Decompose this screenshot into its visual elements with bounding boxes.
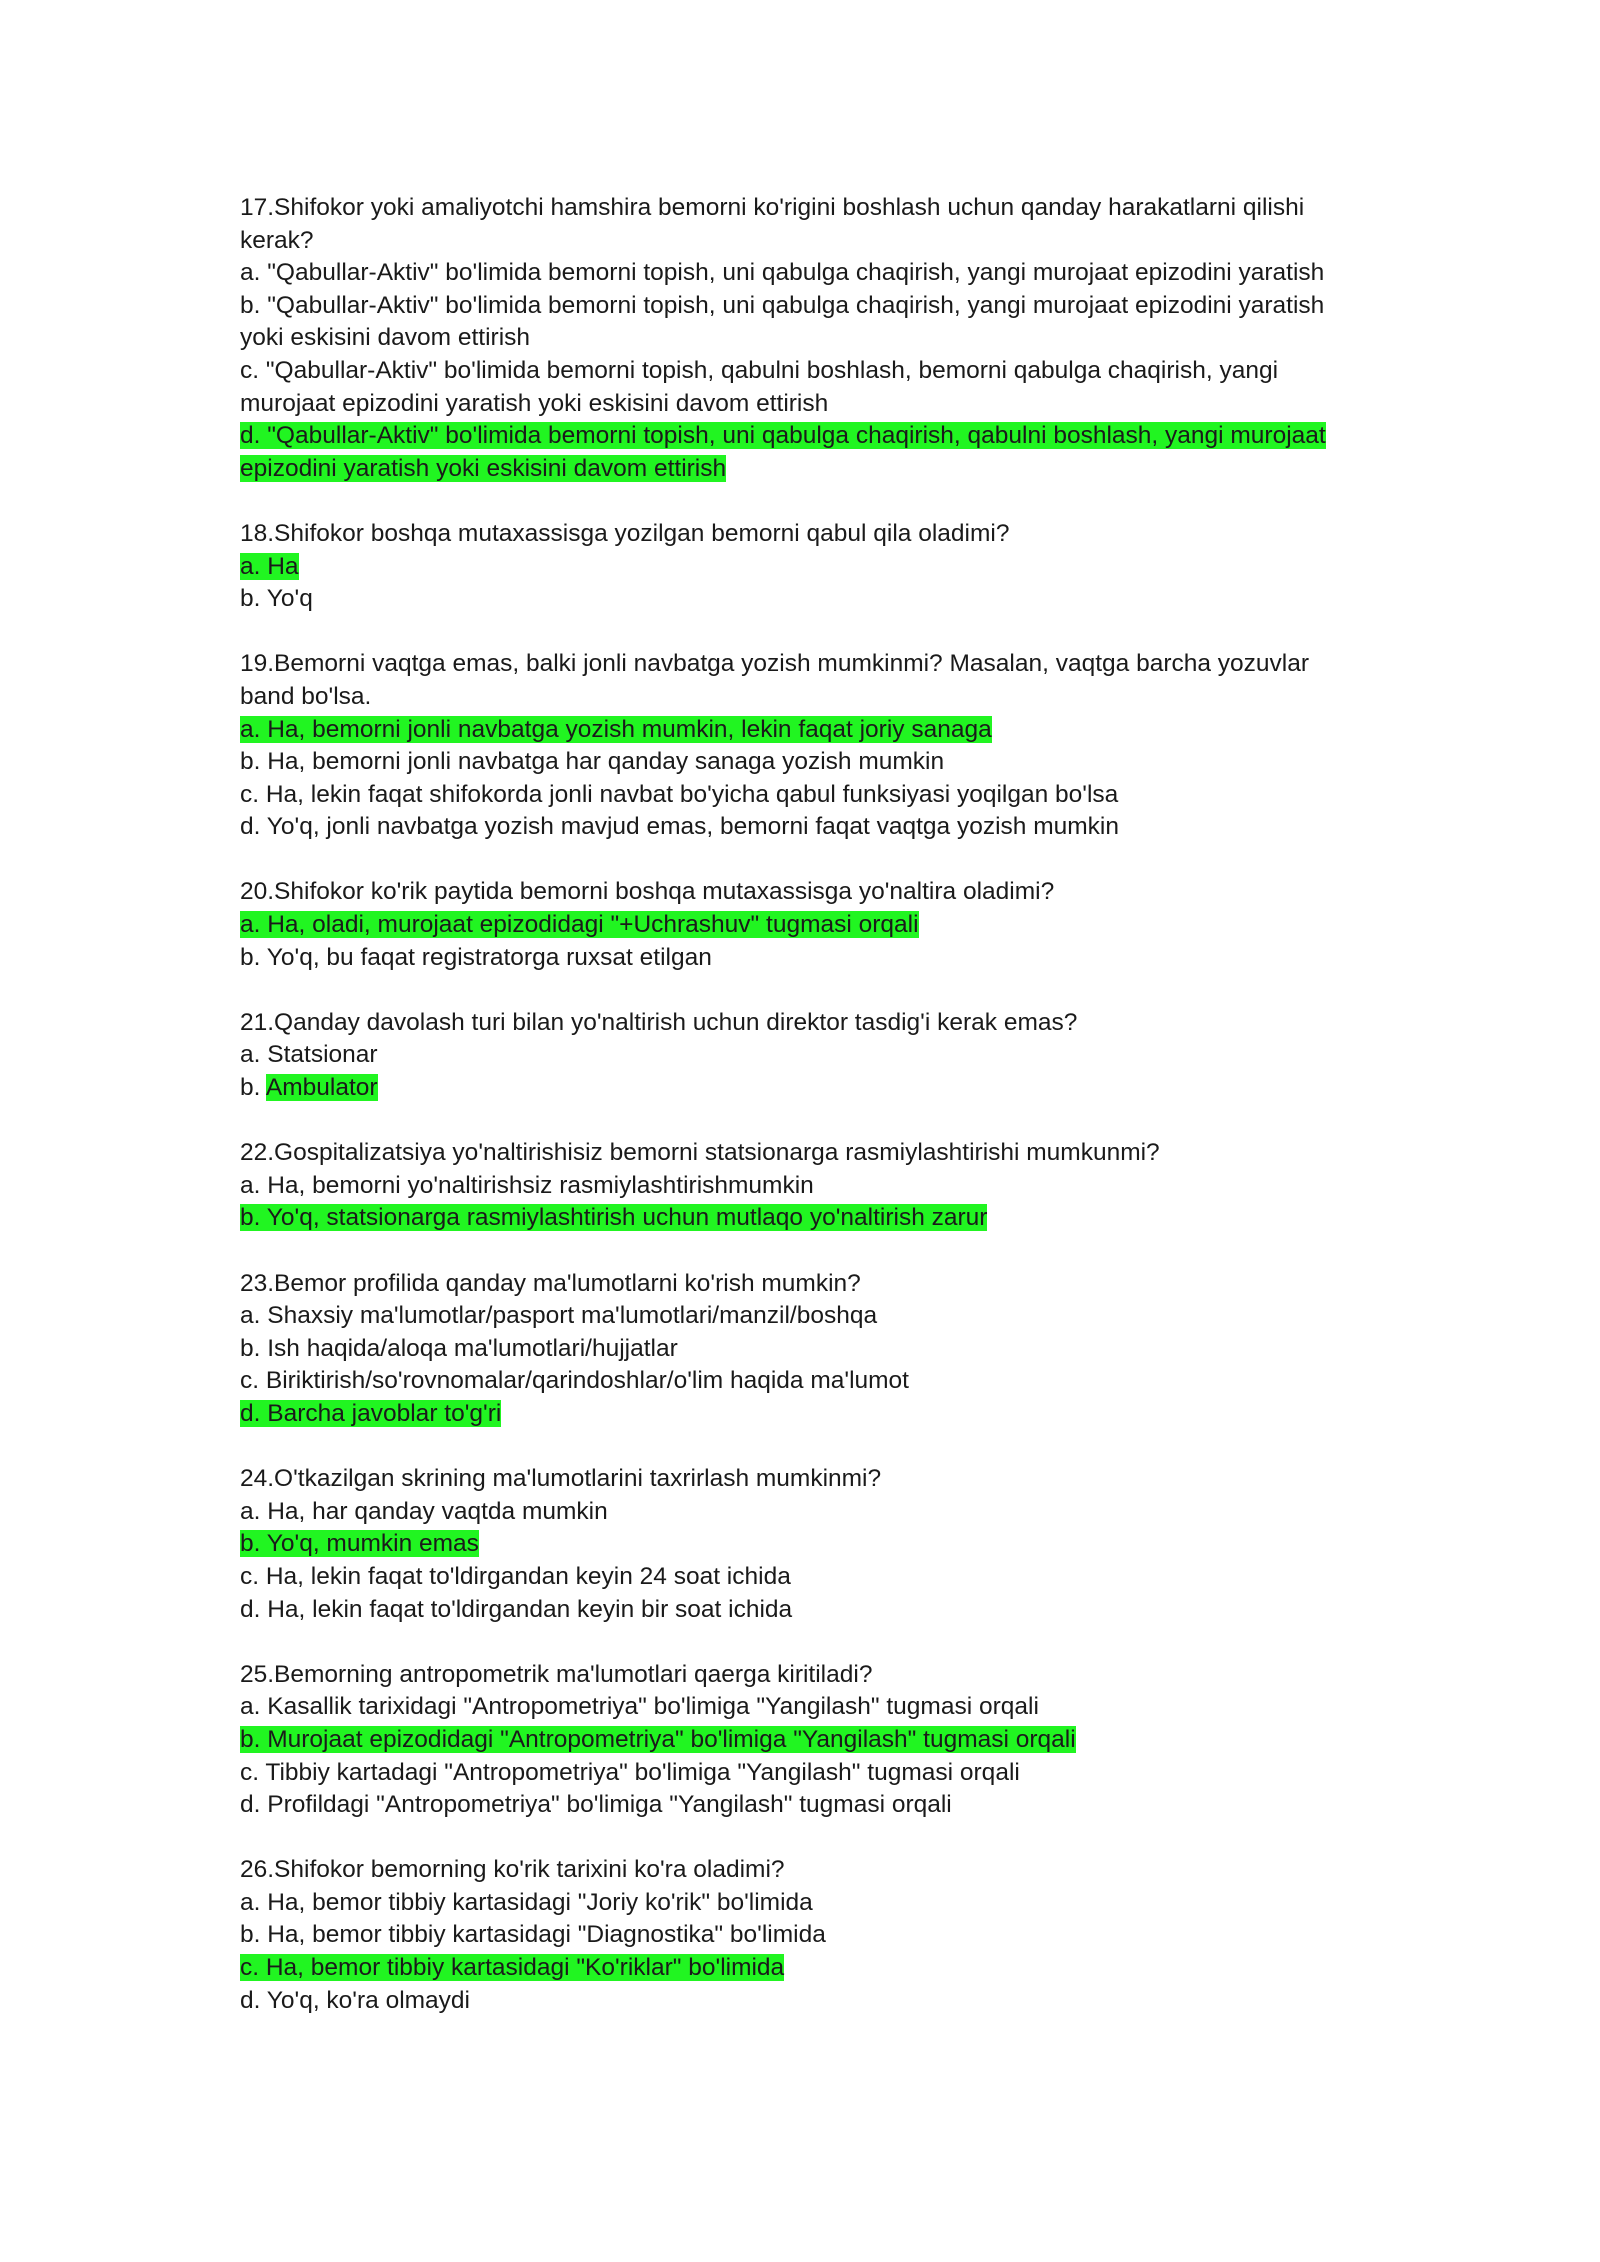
option-text: a. Ha, har qanday vaqtda mumkin <box>240 1497 608 1525</box>
option-text: b. Yo'q, mumkin emas <box>240 1530 479 1558</box>
option-prefix: b. <box>240 1074 266 1102</box>
question-text: 17.Shifokor yoki amaliyotchi hamshira bemorni ko'rigini boshlash uchun qanday harakatlarni qilishi kerak? <box>240 194 1305 254</box>
option-text: c. Ha, lekin faqat shifokorda jonli navbat bo'yicha qabul funksiyasi yoqilgan bo'lsa <box>240 780 1119 808</box>
correct-answer-option <box>240 1072 1370 1105</box>
option-text: b. Ish haqida/aloqa ma'lumotlari/hujjatlar <box>240 1334 678 1362</box>
answer-option <box>240 1789 1370 1822</box>
answer-option <box>240 1985 1370 2018</box>
option-text: b. Ha, bemor tibbiy kartasidagi "Diagnostika" bo'limida <box>240 1921 826 1949</box>
option-text: a. Ha, oladi, murojaat epizodidagi "+Uchrashuv" tugmasi orqali <box>240 911 919 939</box>
correct-answer-option <box>240 1398 1370 1431</box>
answer-option <box>240 290 1370 355</box>
correct-answer-option <box>240 1202 1370 1235</box>
question-text: 25.Bemorning antropometrik ma'lumotlari qaerga kiritiladi? <box>240 1660 873 1688</box>
question-text: 26.Shifokor bemorning ko'rik tarixini ko'ra oladimi? <box>240 1856 785 1884</box>
option-text: Ambulator <box>265 1074 378 1102</box>
option-text: a. Kasallik tarixidagi "Antropometriya" bo'limiga "Yangilash" tugmasi orqali <box>240 1693 1039 1721</box>
option-text: a. Ha, bemor tibbiy kartasidagi "Joriy ko'rik" bo'limida <box>240 1888 813 1916</box>
option-text: d. Yo'q, ko'ra olmaydi <box>240 1986 470 2014</box>
option-text: c. Ha, bemor tibbiy kartasidagi "Ko'riklar" bo'limida <box>240 1954 785 1982</box>
correct-answer-option <box>240 420 1370 485</box>
answer-option <box>240 583 1370 616</box>
answer-option <box>240 1039 1370 1072</box>
option-text: d. Yo'q, jonli navbatga yozish mavjud emas, bemorni faqat vaqtga yozish mumkin <box>240 813 1119 841</box>
answer-option <box>240 779 1370 812</box>
question-text: 22.Gospitalizatsiya yo'naltirishisiz bemorni statsionarga rasmiylashtirishi mumkunmi? <box>240 1139 1160 1167</box>
answer-option <box>240 1757 1370 1790</box>
correct-answer-option <box>240 909 1370 942</box>
question-text: 21.Qanday davolash turi bilan yo'naltirish uchun direktor tasdig'i kerak emas? <box>240 1008 1078 1036</box>
option-text: d. Profildagi "Antropometriya" bo'limiga "Yangilash" tugmasi orqali <box>240 1791 952 1819</box>
question-19 <box>240 648 1370 844</box>
option-text: c. "Qabullar-Aktiv" bo'limida bemorni topish, qabulni boshlash, bemorni qabulga chaqirish, yangi murojaat epizodini yaratish yoki eskisini davom ettirish <box>240 356 1279 417</box>
question-24 <box>240 1463 1370 1626</box>
answer-option <box>240 1496 1370 1529</box>
answer-option <box>240 942 1370 975</box>
option-text: b. "Qabullar-Aktiv" bo'limida bemorni topish, uni qabulga chaqirish, yangi murojaat epizodini yaratish yoki eskisini davom ettirish <box>240 291 1325 352</box>
answer-option <box>240 1333 1370 1366</box>
question-23 <box>240 1268 1370 1431</box>
option-text: b. Yo'q, statsionarga rasmiylashtirish uchun mutlaqo yo'naltirish zarur <box>240 1204 988 1232</box>
question-26 <box>240 1854 1370 2017</box>
document-body <box>240 192 1370 2050</box>
answer-option <box>240 1365 1370 1398</box>
question-20 <box>240 876 1370 974</box>
answer-option <box>240 1170 1370 1203</box>
option-text: a. "Qabullar-Aktiv" bo'limida bemorni topish, uni qabulga chaqirish, yangi murojaat epizodini yaratish <box>240 259 1325 287</box>
option-text: b. Yo'q <box>240 585 313 613</box>
option-text: a. Statsionar <box>240 1041 378 1069</box>
answer-option <box>240 746 1370 779</box>
correct-answer-option <box>240 551 1370 584</box>
answer-option <box>240 1561 1370 1594</box>
option-text: b. Murojaat epizodidagi "Antropometriya" bo'limiga "Yangilash" tugmasi orqali <box>240 1725 1076 1753</box>
question-text: 20.Shifokor ko'rik paytida bemorni boshqa mutaxassisga yo'naltira oladimi? <box>240 878 1055 906</box>
question-text: 23.Bemor profilida qanday ma'lumotlarni ko'rish mumkin? <box>240 1269 861 1297</box>
option-text: a. Ha, bemorni yo'naltirishsiz rasmiylashtirishmumkin <box>240 1171 814 1199</box>
answer-option <box>240 1594 1370 1627</box>
correct-answer-option <box>240 1952 1370 1985</box>
question-17 <box>240 192 1370 485</box>
answer-option <box>240 355 1370 420</box>
correct-answer-option <box>240 1528 1370 1561</box>
question-text: 19.Bemorni vaqtga emas, balki jonli navbatga yozish mumkinmi? Masalan, vaqtga barcha yozuvlar band bo'lsa. <box>240 650 1310 710</box>
option-text: d. Ha, lekin faqat to'ldirgandan keyin bir soat ichida <box>240 1595 793 1623</box>
question-22 <box>240 1137 1370 1235</box>
question-25 <box>240 1659 1370 1822</box>
question-18 <box>240 518 1370 616</box>
correct-answer-option <box>240 714 1370 747</box>
answer-option <box>240 1691 1370 1724</box>
option-text: c. Biriktirish/so'rovnomalar/qarindoshlar/o'lim haqida ma'lumot <box>240 1367 909 1395</box>
question-text: 24.O'tkazilgan skrining ma'lumotlarini taxrirlash mumkinmi? <box>240 1465 882 1493</box>
question-21 <box>240 1007 1370 1105</box>
answer-option <box>240 1887 1370 1920</box>
option-text: a. Shaxsiy ma'lumotlar/pasport ma'lumotlari/manzil/boshqa <box>240 1302 878 1330</box>
option-text: c. Tibbiy kartadagi "Antropometriya" bo'limiga "Yangilash" tugmasi orqali <box>240 1758 1020 1786</box>
question-text: 18.Shifokor boshqa mutaxassisga yozilgan bemorni qabul qila oladimi? <box>240 519 1010 547</box>
option-text: d. "Qabullar-Aktiv" bo'limida bemorni topish, uni qabulga chaqirish, qabulni boshlash, yangi murojaat epizodini yaratish yoki eskisini davom ettirish <box>240 422 1326 482</box>
option-text: c. Ha, lekin faqat to'ldirgandan keyin 24 soat ichida <box>240 1562 791 1590</box>
answer-option <box>240 811 1370 844</box>
answer-option <box>240 1919 1370 1952</box>
answer-option <box>240 1300 1370 1333</box>
option-text: b. Yo'q, bu faqat registratorga ruxsat etilgan <box>240 943 712 971</box>
option-text: a. Ha <box>240 552 299 580</box>
answer-option <box>240 257 1370 290</box>
correct-answer-option <box>240 1724 1370 1757</box>
option-text: d. Barcha javoblar to'g'ri <box>240 1399 502 1427</box>
option-text: b. Ha, bemorni jonli navbatga har qanday sanaga yozish mumkin <box>240 748 945 776</box>
option-text: a. Ha, bemorni jonli navbatga yozish mumkin, lekin faqat joriy sanaga <box>240 715 992 743</box>
